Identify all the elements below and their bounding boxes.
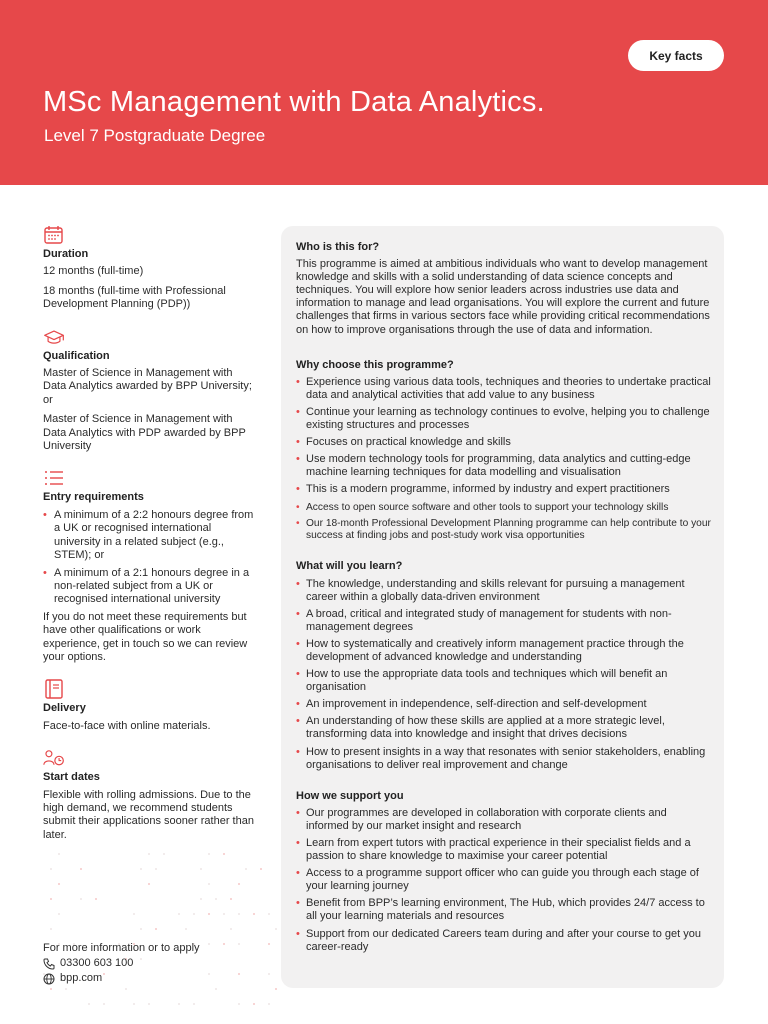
key-facts-column — [43, 224, 258, 856]
contact-block — [43, 941, 200, 986]
learn-list — [296, 578, 711, 772]
start-dates-label: Start dates — [43, 771, 100, 784]
list-item: • An improvement in independence, self-direction and self-development — [296, 698, 711, 711]
qualification-label: Qualification — [43, 349, 110, 362]
list-item: • A minimum of a 2:2 honours degree from a UK or recognised international university in a related subject (e.g., STEM); or — [43, 509, 258, 563]
web-row[interactable] — [43, 971, 200, 986]
duration-label: Duration — [43, 248, 89, 260]
entry-requirements-section — [43, 467, 258, 664]
website-link[interactable]: bpp.com — [60, 972, 103, 984]
entry-requirements-list — [43, 509, 258, 607]
learn-heading: What will you learn? — [296, 560, 403, 573]
list-item: • Experience using various data tools, techniques and theories to undertake practical data and analytical activities that add value to any business — [296, 376, 711, 402]
page-subtitle: Level 7 Postgraduate Degree — [44, 126, 266, 145]
header-banner — [0, 0, 768, 185]
start-dates-text: Flexible with rolling admissions. Due to the high demand, we recommend students submit their applications sooner rather than later. — [43, 788, 254, 841]
list-item: • This is a modern programme, informed by industry and expert practitioners — [296, 483, 711, 496]
entry-requirements-note: If you do not meet these requirements but have other qualifications or work experience, get in touch so we can review your options. — [43, 610, 248, 663]
start-dates-section — [43, 747, 258, 842]
contact-heading: For more information or to apply — [43, 942, 200, 954]
who-text: This programme is aimed at ambitious individuals who want to develop management knowledge and skills with a solid understanding of data science concepts and techniques. You will explore how senior leaders across industries use data and information to manage and lead organisations. You will explore the current and future challenges that firms in various sectors face while providing critical recommendations on how to improve organisations through the use of data and information. — [296, 258, 710, 336]
list-item: • A minimum of a 2:1 honours degree in a non-related subject from a UK or recognised international university — [43, 567, 258, 607]
list-item: • How to systematically and creatively inform management practice through the development of advanced knowledge and understanding — [296, 638, 711, 664]
people-clock-icon — [43, 747, 65, 769]
duration-line: 18 months (full-time with Professional Development Planning (PDP)) — [43, 284, 226, 311]
list-item: • A broad, critical and integrated study of management for students with non-management degrees — [296, 608, 711, 634]
list-item: • Use modern technology tools for programming, data analytics and cutting-edge machine learning techniques for data modelling and visualisation — [296, 453, 711, 479]
phone-number[interactable]: 03300 603 100 — [60, 957, 134, 969]
delivery-label: Delivery — [43, 702, 86, 715]
duration-line: 12 months (full-time) — [43, 265, 144, 278]
list-item: • Our programmes are developed in collaboration with corporate clients and informed by our market insight and research — [296, 807, 711, 833]
list-item: • How to present insights in a way that resonates with senior stakeholders, enabling organisations to deliver real improvement and change — [296, 746, 711, 772]
list-item: • Support from our dedicated Careers team during and after your course to get you career-ready — [296, 928, 711, 954]
list-item: • Access to a programme support officer who can guide you through each stage of your learning journey — [296, 867, 711, 893]
phone-row[interactable] — [43, 956, 200, 971]
calendar-icon — [43, 224, 65, 246]
graduation-cap-icon — [43, 326, 65, 348]
delivery-section — [43, 678, 258, 733]
list-item: • Access to open source software and other tools to support your technology skills — [296, 501, 711, 514]
key-facts-badge: Key facts — [628, 40, 724, 71]
qualification-line: Master of Science in Management with Data Analytics with PDP awarded by BPP University — [43, 413, 246, 453]
list-icon — [43, 467, 65, 489]
book-icon — [43, 678, 65, 700]
list-item: • How to use the appropriate data tools and techniques which will benefit an organisation — [296, 668, 711, 694]
entry-requirements-label: Entry requirements — [43, 491, 144, 504]
why-list — [296, 376, 711, 543]
list-item: • Focuses on practical knowledge and skills — [296, 436, 711, 449]
dotted-decoration — [40, 850, 280, 1020]
support-heading: How we support you — [296, 789, 404, 802]
phone-icon — [43, 958, 55, 970]
list-item: • Benefit from BPP’s learning environment, The Hub, which provides 24/7 access to all your learning materials and resources — [296, 897, 711, 923]
list-item: • Our 18-month Professional Development Planning programme can help contribute to your success at finding jobs and post-study work visa opportunities — [296, 518, 711, 543]
list-item: • An understanding of how these skills are applied at a more strategic level, transforming data into knowledge and insight that drives decisions — [296, 715, 711, 741]
globe-icon — [43, 973, 55, 985]
qualification-section — [43, 326, 258, 454]
page-title: MSc Management with Data Analytics. — [43, 86, 545, 118]
list-item: • Continue your learning as technology continues to evolve, helping you to challenge existing structures and processes — [296, 406, 711, 432]
qualification-line: Master of Science in Management with Data Analytics awarded by BPP University; or — [43, 367, 252, 406]
duration-section — [43, 224, 258, 312]
who-heading: Who is this for? — [296, 241, 380, 253]
programme-details-content — [296, 241, 711, 958]
delivery-text: Face-to-face with online materials. — [43, 719, 211, 732]
list-item: • The knowledge, understanding and skills relevant for pursuing a management career within a globally data-driven environment — [296, 578, 711, 604]
support-list — [296, 807, 711, 954]
list-item: • Learn from expert tutors with practical experience in their specialist fields and a passion to share knowledge to maximise your career potential — [296, 837, 711, 863]
why-heading: Why choose this programme? — [296, 358, 454, 371]
